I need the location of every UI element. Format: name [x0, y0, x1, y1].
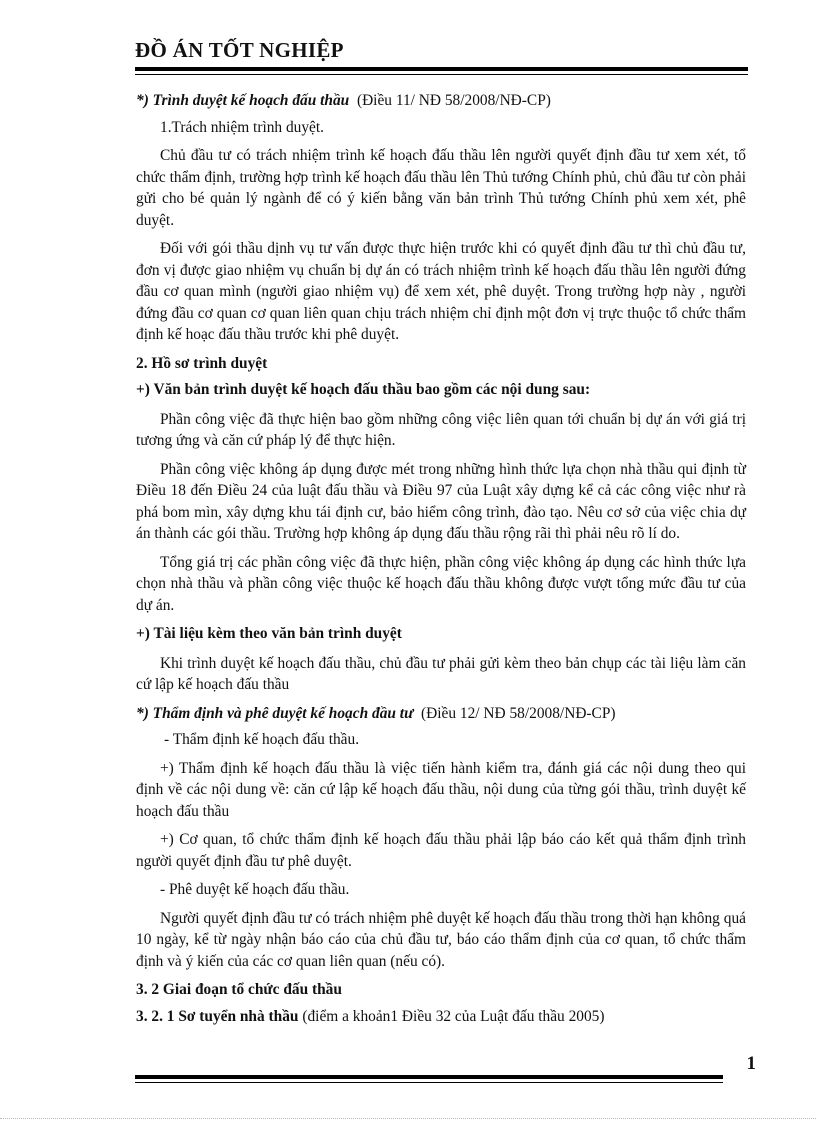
subheading-tai-lieu: +) Tài liệu kèm theo văn bản trình duyệt	[136, 625, 402, 642]
paragraph: +) Cơ quan, tổ chức thẩm định kế hoạch đấu thầu phải lập báo cáo kết quả thẩm định trình người quyết định đầu tư phê duyệt.	[136, 831, 746, 870]
section-title-trinh-duyet	[136, 90, 746, 112]
subsection-so-tuyen	[136, 1006, 746, 1028]
page-bottom-border	[0, 1118, 816, 1119]
paragraph: Phần công việc không áp dụng được mét trong những hình thức lựa chọn nhà thầu qui định từ Điều 18 đến Điều 24 của luật đấu thầu và Điều 97 của Luật xây dựng kể cả các công việc như rà phá bom mìn, xây dựng khu tái định cư, bảo hiểm công trình, đào tạo. Nêu cơ sở của việc chia dự án thành các gói thầu. Trường hợp không áp dụng đấu thầu rộng rãi thì phải nêu rõ lí do.	[136, 460, 746, 542]
subsection-label: 3. 2. 1 Sơ tuyển nhà thầu	[136, 1007, 299, 1025]
subheading-van-ban: +) Văn bản trình duyệt kế hoạch đấu thầu bao gồm các nội dung sau:	[136, 381, 591, 398]
paragraph: Chủ đầu tư có trách nhiệm trình kế hoạch đấu thầu lên người quyết định đầu tư xem xét, tổ chức thẩm định, trường hợp trình kế hoạch đấu thầu lên Thủ tướng Chính phủ, chủ đầu tư còn phải gửi cho bé quản lý ngành để có ý kiến bằng văn bản trình Thủ tướng Chính phủ xem xét, phê duyệt.	[136, 147, 746, 229]
paragraph: Đối với gói thầu dịnh vụ tư vấn được thực hiện trước khi có quyết định đầu tư thì chủ đầu tư, đơn vị được giao nhiệm vụ chuẩn bị dự án có trách nhiệm trình kế hoạch đấu thầu lên người đứng đầu cơ quan mình (người giao nhiệm vụ) để xem xét, phê duyệt. Trong trường hợp này , người đứng đầu cơ quan cơ quan liên quan chịu trách nhiệm chỉ định một đơn vị trực thuộc tổ chức thẩm định kế hoạc đấu thầu trước khi phê duyệt.	[136, 240, 746, 343]
paragraph: Phần công việc đã thực hiện bao gồm những công việc liên quan tới chuẩn bị dự án với giá trị tương ứng và căn cứ pháp lý để thực hiện.	[136, 410, 746, 449]
paragraph: Người quyết định đầu tư có trách nhiệm phê duyệt kế hoạch đấu thầu trong thời hạn không quá 10 ngày, kể từ ngày nhận báo cáo của chủ đầu tư, báo cáo thẩm định của cơ quan, tổ chức thẩm định và ý kiến của các cơ quan liên quan (nếu có).	[136, 909, 746, 970]
document-title: ĐỒ ÁN TỐT NGHIỆP	[135, 38, 344, 62]
section-title-reference: (Điều 12/ NĐ 58/2008/NĐ-CP)	[421, 704, 616, 722]
section-title-tham-dinh	[136, 703, 746, 725]
item-phe-duyet: - Phê duyệt kế hoạch đấu thầu.	[160, 881, 350, 898]
section-title-reference: (Điều 11/ NĐ 58/2008/NĐ-CP)	[356, 92, 551, 109]
subsection-reference: (điểm a khoản1 Điều 32 của Luật đấu thầu 2005)	[302, 1007, 605, 1025]
page-header	[135, 38, 748, 63]
section-heading-ho-so: 2. Hồ sơ trình duyệt	[136, 354, 268, 372]
footer-rule-thick	[135, 1075, 723, 1079]
header-rule-thin	[135, 74, 748, 75]
item-trach-nhiem: 1.Trách nhiệm trình duyệt.	[160, 118, 325, 136]
paragraph: Khi trình duyệt kế hoạch đấu thầu, chủ đầu tư phải gửi kèm theo bản chụp các tài liệu làm căn cứ lập kế hoạch đấu thầu	[136, 654, 746, 693]
section-heading-giai-doan: 3. 2 Giai đoạn tổ chức đấu thầu	[136, 981, 342, 998]
header-rule-thick	[135, 67, 748, 71]
footer-rule-thin	[135, 1082, 723, 1083]
paragraph: +) Thẩm định kế hoạch đấu thầu là việc tiến hành kiểm tra, đánh giá các nội dung theo qui định về các nội dung về: căn cứ lập kế hoạch đấu thầu, nội dung của từng gói thầu, trình duyệt kế hoạch đấu thầu	[136, 759, 746, 820]
page-number: 1	[746, 1053, 756, 1074]
paragraph: Tổng giá trị các phần công việc đã thực hiện, phần công việc không áp dụng các hình thức lựa chọn nhà thầu và phần công việc thuộc kế hoạch đấu thầu không được vượt tổng mức đầu tư của dự án.	[136, 553, 746, 614]
item-tham-dinh: - Thẩm định kế hoạch đấu thầu.	[164, 731, 360, 748]
section-title-emphasis: *) Thẩm định và phê duyệt kế hoạch đầu tư	[136, 704, 414, 722]
document-body	[136, 90, 746, 1034]
section-title-emphasis: *) Trình duyệt kế hoạch đấu thầu	[136, 92, 350, 109]
